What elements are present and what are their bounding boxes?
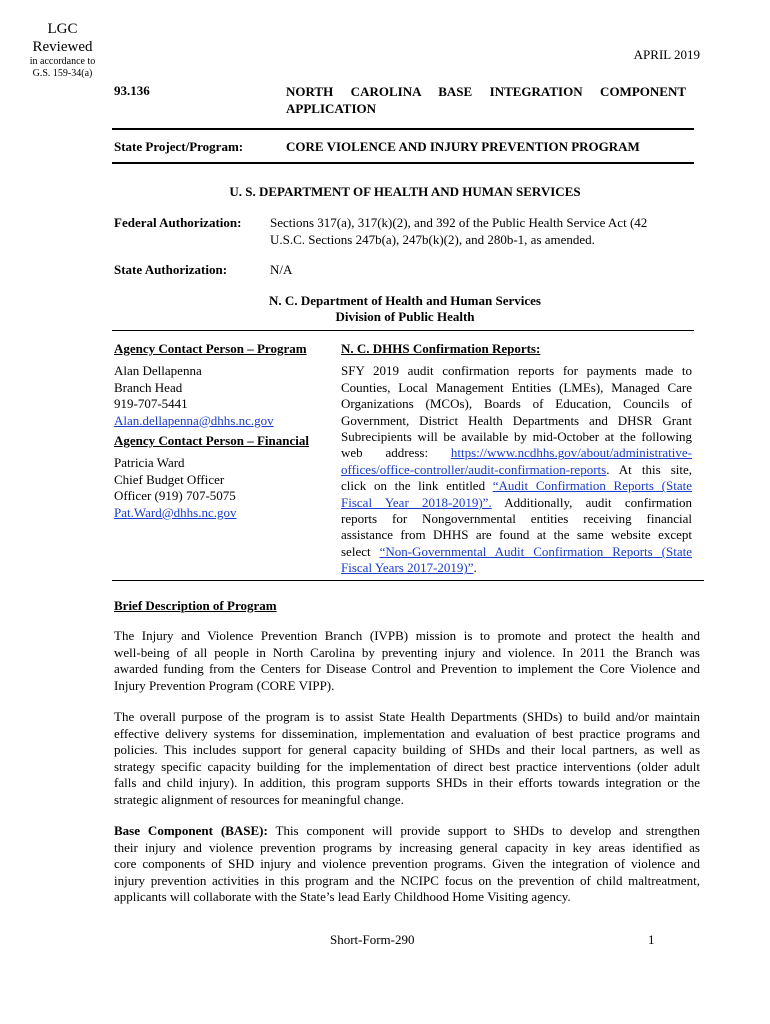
description-paragraph-2 [114,709,700,808]
state-agency-line-1: N. C. Department of Health and Human Services [269,293,541,308]
base-component-text: This component will provide support to SHDs to develop and strengthen [267,823,700,838]
divider [112,580,704,581]
federal-department: U. S. DEPARTMENT OF HEALTH AND HUMAN SERVICES [229,184,581,199]
divider [112,330,694,331]
financial-contact-phone: Officer (919) 707-5075 [114,488,236,504]
confirmation-column [341,341,692,577]
confirmation-line: Government, District Health Departments and DHSR Grant [341,412,692,428]
paragraph-line: Injury Prevention Program (CORE VIPP). [114,677,335,693]
confirmation-line: reports for Nongovernmental entities receiving financial [341,511,692,527]
click-text: click on the link entitled [341,478,493,494]
state-auth-label: State Authorization: [114,262,228,277]
select-text: select [341,543,380,559]
title-line-1: NORTH CAROLINA BASE INTEGRATION COMPONENT [286,84,686,99]
divider [112,162,694,164]
program-contact-title: Branch Head [114,379,183,395]
financial-contact-heading: Agency Contact Person – Financial [114,433,309,449]
paragraph-line: effective delivery systems for dissemination, implementation and evaluation of best practice programs and [114,725,700,741]
paragraph-line: applicants will collaborate with the State’s lead Early Childhood Home Visiting agency. [114,889,571,904]
stamp-line-4: G.S. 159-34(a) [32,68,93,79]
paragraph-line: well-being of all people in North Carolina by preventing injury and violence. In 2011 the Branch was [114,644,700,660]
additionally-text: Additionally, audit confirmation [491,494,692,510]
confirmation-line: SFY 2019 audit confirmation reports for payments made to [341,363,692,379]
cfda-number: 93.136 [114,83,150,98]
state-auth-value: N/A [270,262,293,277]
federal-auth-line-2: U.S.C. Sections 247b(a), 247b(k)(2), and 280b-1, as amended. [270,231,595,247]
confirmation-line: Counties, Local Management Entities (LMEs), Managed Care [341,379,692,395]
after-url-text: . At this site, [606,461,692,477]
document-title [286,83,686,117]
financial-contact-name: Patricia Ward [114,455,185,471]
federal-auth-line-1: Sections 317(a), 317(k)(2), and 392 of the Public Health Service Act (42 [270,215,648,230]
divider [112,128,694,130]
state-agency-line-2: Division of Public Health [335,309,475,324]
audit-report-link-part-2[interactable]: Fiscal Year 2018-2019)”. [341,494,492,510]
paragraph-line: strategic alignment of resources for meaningful change. [114,791,404,807]
paragraph-line: The overall purpose of the program is to assist State Health Departments (SHDs) to build and/or maintain [114,709,700,724]
lgc-review-stamp [0,20,125,80]
paragraph-line: their injury and violence prevention programs by increasing general capacity in key areas identified as [114,839,700,855]
contacts-column [114,341,329,521]
description-heading: Brief Description of Program [114,598,277,613]
state-agency [0,293,770,325]
click-link-line [341,478,692,494]
web-address-label: web address: [341,445,451,461]
confirmation-url-part-2[interactable]: offices/office-controller/audit-confirmation-reports [341,461,607,477]
paragraph-line: injury prevention activities in this program and the NCIPC focus on the prevention of child maltreatment, [114,872,700,888]
program-contact-phone: 919-707-5441 [114,396,188,412]
paragraph-line: policies. This includes support for general capacity building of SHDs and their local partners, as well as [114,742,700,757]
confirmation-heading: N. C. DHHS Confirmation Reports: [341,341,541,356]
program-value: CORE VIOLENCE AND INJURY PREVENTION PROGRAM [286,139,640,154]
confirmation-line: Organizations (MCOs), Boards of Education, Councils of [341,396,692,412]
title-line-2: APPLICATION [286,101,377,116]
select-link-line-2 [341,560,692,576]
federal-auth-label: Federal Authorization: [114,215,242,230]
confirmation-line: Subrecipients will be available by mid-October at the following [341,429,692,445]
stamp-line-3: in accordance to [29,56,96,67]
paragraph-line: strategy specific capacity building for the implementation of direct best practice interventions (older adult [114,758,700,774]
confirmation-url-line [341,445,692,461]
confirmation-url-line-2 [341,462,692,478]
description-paragraph-3 [114,823,700,906]
fiscal-year-line [341,495,692,511]
base-component-label: Base Component (BASE): [114,823,268,838]
nongov-report-link-part-2[interactable]: Fiscal Years 2017-2019)” [341,560,474,576]
confirmation-url-part-1[interactable]: https://www.ncdhhs.gov/about/administrative- [450,445,692,461]
audit-report-link-part-1[interactable]: “Audit Confirmation Reports (State [492,478,692,494]
financial-contact-title: Chief Budget Officer [114,471,225,487]
paragraph-line: The Injury and Violence Prevention Branch (IVPB) mission is to promote and protect the health and [114,628,700,643]
paragraph-first-line [114,823,700,840]
nongov-report-link-part-1[interactable]: “Non-Governmental Audit Confirmation Reports (State [379,543,692,559]
program-contact-email[interactable]: Alan.dellapenna@dhhs.nc.gov [114,412,274,428]
paragraph-line: core components of SHD injury and violence prevention programs. Given the integration of violence and [114,856,700,871]
end-period: . [473,560,477,576]
select-link-line [341,544,692,560]
footer-form-id: Short-Form-290 [330,932,415,947]
program-label: State Project/Program: [114,139,244,154]
paragraph-line: awarded funding from the Centers for Disease Control and Prevention to implement the Core Violence and [114,661,700,676]
confirmation-line: assistance from DHHS are found at the same website except [341,527,692,543]
document-date: APRIL 2019 [633,47,700,62]
page-number: 1 [648,932,655,947]
financial-contact-email[interactable]: Pat.Ward@dhhs.nc.gov [114,504,237,520]
description-paragraph-1 [114,628,700,694]
program-contact-heading: Agency Contact Person – Program [114,341,307,356]
federal-auth-value [270,215,695,248]
stamp-line-2: Reviewed [32,39,93,55]
paragraph-line: falls and child injury). In addition, this program supports SHDs in their efforts towards integration or the [114,775,700,790]
stamp-line-1: LGC [47,21,78,37]
program-contact-name: Alan Dellapenna [114,363,202,379]
